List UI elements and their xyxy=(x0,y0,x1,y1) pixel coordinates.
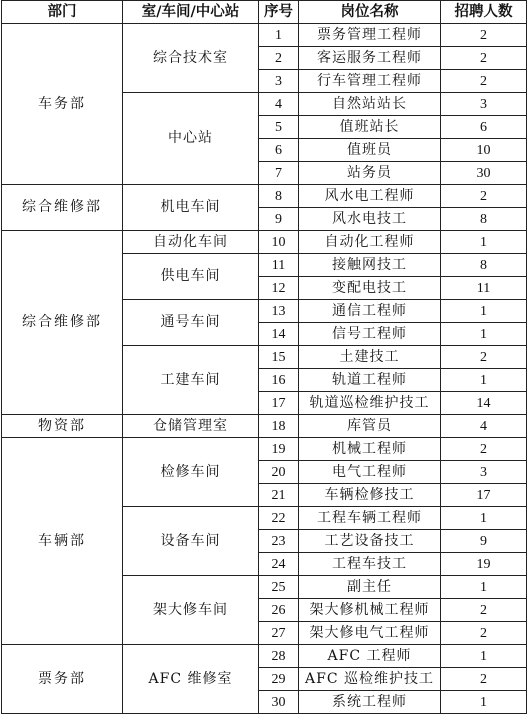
count-cell: 2 xyxy=(441,47,527,70)
section-cell: 机电车间 xyxy=(123,185,259,231)
seq-cell: 26 xyxy=(259,599,299,622)
count-cell: 9 xyxy=(441,530,527,553)
count-cell: 2 xyxy=(441,70,527,93)
seq-cell: 21 xyxy=(259,484,299,507)
position-cell: 工程车技工 xyxy=(299,553,441,576)
seq-cell: 17 xyxy=(259,392,299,415)
position-cell: 信号工程师 xyxy=(299,323,441,346)
count-cell: 1 xyxy=(441,645,527,668)
seq-cell: 15 xyxy=(259,346,299,369)
count-cell: 1 xyxy=(441,231,527,254)
seq-cell: 6 xyxy=(259,139,299,162)
count-cell: 1 xyxy=(441,300,527,323)
position-cell: 站务员 xyxy=(299,162,441,185)
recruitment-table xyxy=(1,0,527,714)
section-cell: 检修车间 xyxy=(123,438,259,507)
seq-cell: 3 xyxy=(259,70,299,93)
count-cell: 8 xyxy=(441,208,527,231)
department-cell: 票务部 xyxy=(2,645,123,714)
seq-cell: 29 xyxy=(259,668,299,691)
section-cell: 架大修车间 xyxy=(123,576,259,645)
seq-cell: 4 xyxy=(259,93,299,116)
seq-cell: 9 xyxy=(259,208,299,231)
section-cell: 工建车间 xyxy=(123,346,259,415)
section-cell: 通号车间 xyxy=(123,300,259,346)
position-cell: 值班员 xyxy=(299,139,441,162)
seq-cell: 28 xyxy=(259,645,299,668)
position-cell: 架大修电气工程师 xyxy=(299,622,441,645)
position-cell: 机械工程师 xyxy=(299,438,441,461)
section-cell: AFC 维修室 xyxy=(123,645,259,714)
position-cell: 轨道巡检维护技工 xyxy=(299,392,441,415)
count-cell: 2 xyxy=(441,185,527,208)
count-cell: 19 xyxy=(441,553,527,576)
seq-cell: 1 xyxy=(259,24,299,47)
table-row xyxy=(2,415,527,438)
position-cell: 客运服务工程师 xyxy=(299,47,441,70)
seq-cell: 5 xyxy=(259,116,299,139)
header-section: 室/车间/中心站 xyxy=(123,1,259,24)
count-cell: 6 xyxy=(441,116,527,139)
position-cell: 工艺设备技工 xyxy=(299,530,441,553)
count-cell: 2 xyxy=(441,346,527,369)
seq-cell: 16 xyxy=(259,369,299,392)
seq-cell: 19 xyxy=(259,438,299,461)
seq-cell: 27 xyxy=(259,622,299,645)
position-cell: 副主任 xyxy=(299,576,441,599)
position-cell: 票务管理工程师 xyxy=(299,24,441,47)
count-cell: 10 xyxy=(441,139,527,162)
section-cell: 设备车间 xyxy=(123,507,259,576)
department-cell: 车辆部 xyxy=(2,438,123,645)
position-cell: 自然站站长 xyxy=(299,93,441,116)
count-cell: 30 xyxy=(441,162,527,185)
department-cell: 物资部 xyxy=(2,415,123,438)
seq-cell: 8 xyxy=(259,185,299,208)
position-cell: 变配电技工 xyxy=(299,277,441,300)
header-position: 岗位名称 xyxy=(299,1,441,24)
header-seq: 序号 xyxy=(259,1,299,24)
position-cell: 架大修机械工程师 xyxy=(299,599,441,622)
position-cell: 系统工程师 xyxy=(299,691,441,714)
position-cell: AFC 工程师 xyxy=(299,645,441,668)
count-cell: 2 xyxy=(441,438,527,461)
table-row xyxy=(2,24,527,47)
position-cell: 风水电工程师 xyxy=(299,185,441,208)
seq-cell: 22 xyxy=(259,507,299,530)
seq-cell: 20 xyxy=(259,461,299,484)
count-cell: 1 xyxy=(441,323,527,346)
table-row xyxy=(2,438,527,461)
count-cell: 1 xyxy=(441,576,527,599)
count-cell: 2 xyxy=(441,668,527,691)
position-cell: 通信工程师 xyxy=(299,300,441,323)
department-cell: 综合维修部 xyxy=(2,185,123,231)
count-cell: 1 xyxy=(441,507,527,530)
position-cell: 轨道工程师 xyxy=(299,369,441,392)
count-cell: 8 xyxy=(441,254,527,277)
seq-cell: 13 xyxy=(259,300,299,323)
count-cell: 2 xyxy=(441,622,527,645)
section-cell: 自动化车间 xyxy=(123,231,259,254)
count-cell: 11 xyxy=(441,277,527,300)
header-count: 招聘人数 xyxy=(441,1,527,24)
department-cell: 综合维修部 xyxy=(2,231,123,415)
count-cell: 3 xyxy=(441,93,527,116)
position-cell: 库管员 xyxy=(299,415,441,438)
position-cell: 自动化工程师 xyxy=(299,231,441,254)
count-cell: 4 xyxy=(441,415,527,438)
seq-cell: 24 xyxy=(259,553,299,576)
department-cell: 车务部 xyxy=(2,24,123,185)
count-cell: 2 xyxy=(441,24,527,47)
seq-cell: 23 xyxy=(259,530,299,553)
count-cell: 2 xyxy=(441,599,527,622)
position-cell: AFC 巡检维护技工 xyxy=(299,668,441,691)
table-row xyxy=(2,185,527,208)
seq-cell: 14 xyxy=(259,323,299,346)
position-cell: 电气工程师 xyxy=(299,461,441,484)
seq-cell: 25 xyxy=(259,576,299,599)
table-body xyxy=(2,24,527,714)
header-row xyxy=(2,1,527,24)
position-cell: 车辆检修技工 xyxy=(299,484,441,507)
seq-cell: 7 xyxy=(259,162,299,185)
section-cell: 供电车间 xyxy=(123,254,259,300)
position-cell: 工程车辆工程师 xyxy=(299,507,441,530)
count-cell: 1 xyxy=(441,369,527,392)
section-cell: 综合技术室 xyxy=(123,24,259,93)
position-cell: 值班站长 xyxy=(299,116,441,139)
position-cell: 接触网技工 xyxy=(299,254,441,277)
seq-cell: 30 xyxy=(259,691,299,714)
section-cell: 仓储管理室 xyxy=(123,415,259,438)
seq-cell: 18 xyxy=(259,415,299,438)
count-cell: 1 xyxy=(441,691,527,714)
count-cell: 3 xyxy=(441,461,527,484)
table-row xyxy=(2,645,527,668)
position-cell: 土建技工 xyxy=(299,346,441,369)
seq-cell: 10 xyxy=(259,231,299,254)
position-cell: 行车管理工程师 xyxy=(299,70,441,93)
table-row xyxy=(2,231,527,254)
count-cell: 17 xyxy=(441,484,527,507)
header-department: 部门 xyxy=(2,1,123,24)
section-cell: 中心站 xyxy=(123,93,259,185)
seq-cell: 2 xyxy=(259,47,299,70)
seq-cell: 12 xyxy=(259,277,299,300)
position-cell: 风水电技工 xyxy=(299,208,441,231)
count-cell: 14 xyxy=(441,392,527,415)
seq-cell: 11 xyxy=(259,254,299,277)
